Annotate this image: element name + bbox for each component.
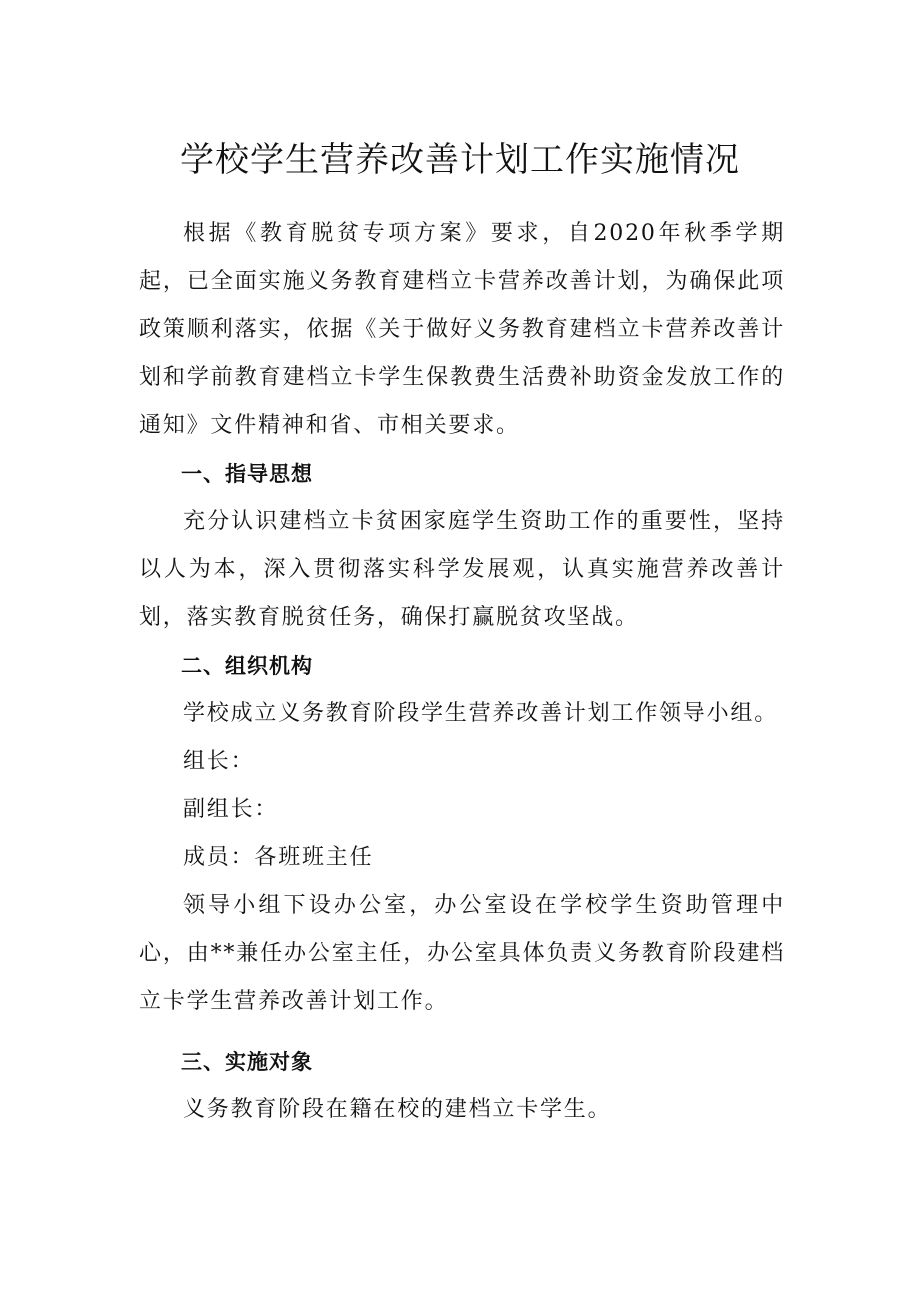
deputy-leader-line: 副组长： (183, 797, 279, 822)
members-line: 成员：各班班主任 (183, 845, 374, 870)
document-body (139, 210, 785, 1134)
intro-paragraph: 根据《教育脱贫专项方案》要求，自2020年秋季学期起，已全面实施义务教育建档立卡营养改善计划，为确保此项政策顺利落实，依据《关于做好义务教育建档立卡营养改善计划和学前教育建档立卡学生保教费生活费补助资金发放工作的通知》文件精神和省、市相关要求。 (139, 221, 785, 438)
document-title: 学校学生营养改善计划工作实施情况 (180, 140, 740, 180)
section-heading-target: 三、实施对象 (181, 1050, 313, 1074)
organization-paragraph: 学校成立义务教育阶段学生营养改善计划工作领导小组。 (183, 701, 779, 726)
group-leader-line: 组长： (183, 749, 255, 774)
guiding-ideology-paragraph: 充分认识建档立卡贫困家庭学生资助工作的重要性，坚持以人为本，深入贯彻落实科学发展观，认真实施营养改善计划，落实教育脱贫任务，确保打赢脱贫攻坚战。 (139, 509, 785, 630)
section-gap (139, 1026, 785, 1038)
target-paragraph: 义务教育阶段在籍在校的建档立卡学生。 (183, 1097, 612, 1122)
section-heading-organization: 二、组织机构 (181, 654, 313, 678)
section-heading-guiding-ideology: 一、指导思想 (181, 462, 313, 486)
office-paragraph: 领导小组下设办公室，办公室设在学校学生资助管理中心，由**兼任办公室主任，办公室具体负责义务教育阶段建档立卡学生营养改善计划工作。 (139, 893, 785, 1014)
